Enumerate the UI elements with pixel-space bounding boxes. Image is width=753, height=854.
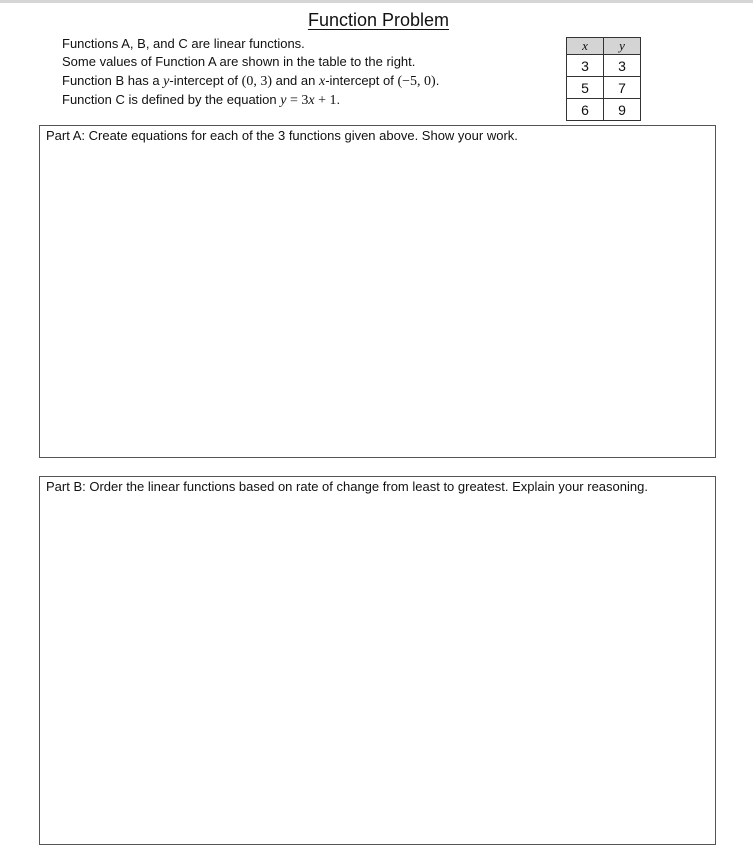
part-a-prompt: Part A: Create equations for each of the 3 functions given above. Show your work. — [46, 128, 518, 143]
eq-x: x — [308, 92, 315, 108]
part-b-answer-box[interactable] — [39, 476, 716, 845]
point-y-intercept: (0, 3) — [241, 73, 272, 89]
point-x-intercept: (−5, 0) — [397, 73, 436, 89]
eq-mid: = 3 — [286, 92, 309, 108]
cell-x: 5 — [567, 77, 604, 99]
problem-statement — [62, 35, 439, 110]
header-x: x — [567, 38, 604, 55]
intro-line-3 — [62, 72, 439, 91]
text: Function B has a — [62, 72, 164, 88]
text: and an — [271, 72, 319, 88]
part-b-prompt: Part B: Order the linear functions based on rate of change from least to greatest. Explain your reasoning. — [46, 479, 648, 494]
top-border — [0, 0, 753, 3]
cell-x: 3 — [567, 55, 604, 77]
intro-line-2: Some values of Function A are shown in the table to the right. — [62, 54, 416, 70]
eq-end: + 1 — [314, 92, 337, 108]
eq-y: y — [280, 92, 287, 108]
cell-y: 3 — [604, 55, 641, 77]
var-x: x — [318, 73, 326, 89]
header-y: y — [604, 38, 641, 55]
text: . — [336, 91, 341, 107]
cell-y: 7 — [604, 77, 641, 99]
cell-y: 9 — [604, 99, 641, 121]
var-y: y — [163, 73, 170, 89]
intro-line-1: Functions A, B, and C are linear functions. — [62, 36, 305, 51]
text: . — [435, 72, 440, 88]
table-row — [567, 77, 641, 99]
cell-x: 6 — [567, 99, 604, 121]
table-row — [567, 55, 641, 77]
page-title: Function Problem — [307, 10, 450, 30]
intro-line-4 — [62, 91, 439, 110]
text: -intercept of — [169, 72, 242, 88]
table-header-row — [567, 38, 641, 55]
text: -intercept of — [325, 72, 398, 88]
text: Function C is defined by the equation — [62, 91, 281, 107]
part-a-answer-box[interactable] — [39, 125, 716, 458]
table-row — [567, 99, 641, 121]
function-a-table — [566, 37, 641, 121]
